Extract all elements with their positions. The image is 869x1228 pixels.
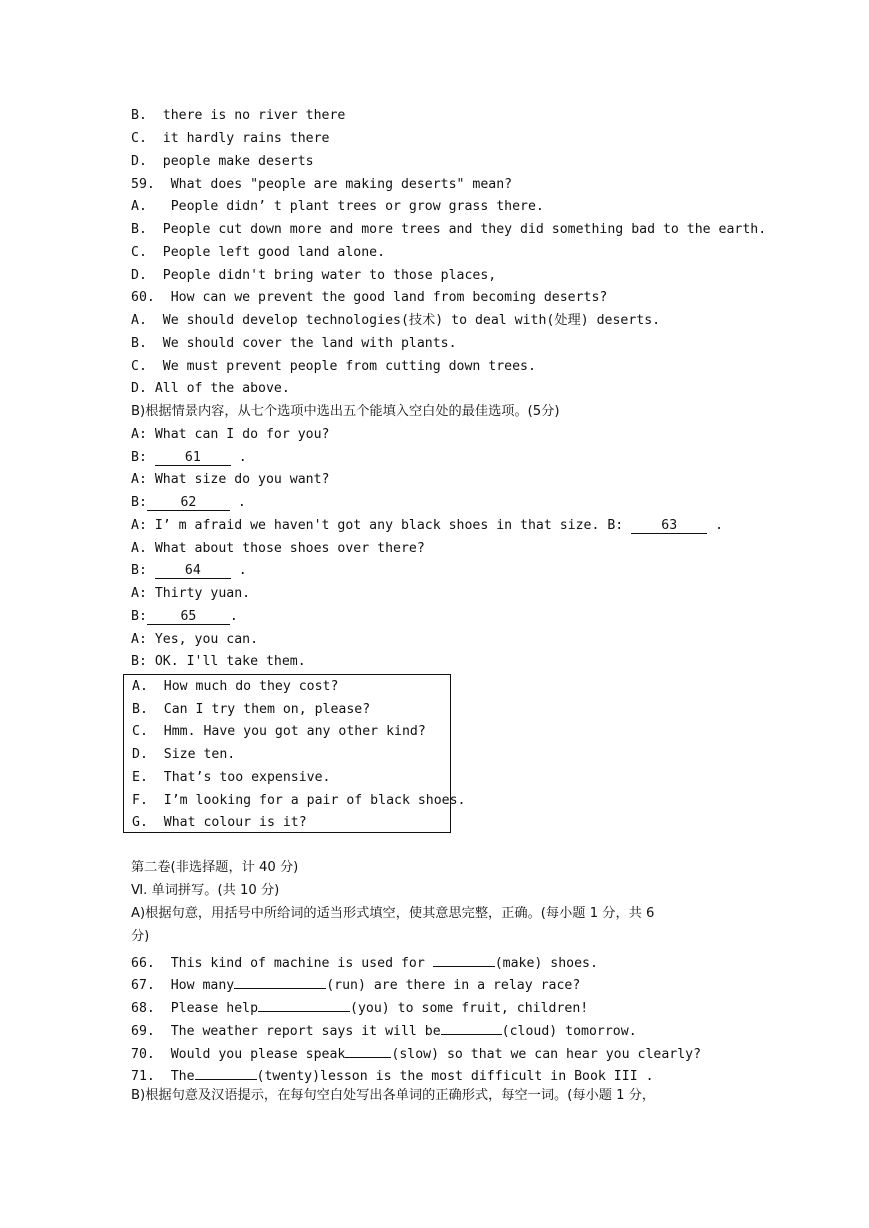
question-68 <box>131 996 588 1018</box>
dialogue-line-4 <box>131 494 246 512</box>
speaker-label: B: <box>131 495 147 510</box>
q60-option-a: A. We should develop technologies(技术) to deal with(处理) deserts. <box>131 313 661 328</box>
question-69 <box>131 1019 637 1041</box>
question-71 <box>131 1064 654 1086</box>
answer-blank-66 <box>433 951 495 967</box>
answer-blank-64: 64 <box>155 563 231 579</box>
speaker-label: B: <box>131 563 155 578</box>
q59-option-b: B. People cut down more and more trees and they did something bad to the earth. <box>131 222 767 237</box>
punctuation: . <box>230 450 247 465</box>
question-text: (slow) so that we can hear you clearly? <box>391 1047 702 1062</box>
speaker-label: B: <box>131 609 147 624</box>
answer-blank-68 <box>258 996 350 1012</box>
question-text: (make) shoes. <box>494 956 598 971</box>
dialogue-line-6: A. What about those shoes over there? <box>131 541 425 556</box>
q58-option-c: C. it hardly rains there <box>131 131 330 146</box>
dialogue-line-11: B: OK. I'll take them. <box>131 654 306 669</box>
choice-d: D. Size ten. <box>132 747 236 762</box>
choice-b: B. Can I try them on, please? <box>132 702 371 717</box>
punctuation: . <box>229 495 246 510</box>
question-66 <box>131 951 598 973</box>
choice-a: A. How much do they cost? <box>132 679 339 694</box>
question-text: 69. The weather report says it will be <box>131 1024 441 1039</box>
dialogue-line-5 <box>131 517 723 535</box>
q60-option-b: B. We should cover the land with plants. <box>131 336 457 351</box>
section-b-instruction: B)根据情景内容，从七个选项中选出五个能填入空白处的最佳选项。(5分) <box>131 404 560 419</box>
punctuation: . <box>229 609 238 624</box>
answer-blank-62: 62 <box>147 495 230 511</box>
q59-stem: 59. What does "people are making deserts" mean? <box>131 177 513 192</box>
section-a-instruction-line2: 分) <box>131 929 150 944</box>
q60-option-c: C. We must prevent people from cutting down trees. <box>131 359 536 374</box>
question-text: 71. The <box>131 1069 195 1084</box>
question-67 <box>131 973 580 995</box>
answer-blank-67 <box>234 973 326 989</box>
q58-option-b: B. there is no river there <box>131 108 346 123</box>
choice-f: F. I’m looking for a pair of black shoes. <box>132 793 466 808</box>
section-b2-instruction: B)根据句意及汉语提示，在每句空白处写出各单词的正确形式，每空一词。(每小题 1 分， <box>131 1088 656 1103</box>
question-text: 68. Please help <box>131 1001 259 1016</box>
question-text: (you) to some fruit, children! <box>350 1001 589 1016</box>
dialogue-line-7 <box>131 562 247 580</box>
question-text: 67. How many <box>131 978 235 993</box>
answer-blank-69 <box>441 1019 502 1035</box>
question-70 <box>131 1042 701 1064</box>
part2-title: 第二卷(非选择题，计 40 分) <box>131 860 299 875</box>
q59-option-d: D. People didn't bring water to those places, <box>131 268 497 283</box>
dialogue-text: A: I’ m afraid we haven't got any black shoes in that size. B: <box>131 518 632 533</box>
section-6-heading: Ⅵ. 单词拼写。(共 10 分) <box>131 883 280 898</box>
section-a-instruction-line1: A)根据句意，用括号中所给词的适当形式填空，使其意思完整，正确。(每小题 1 分，共 6 <box>131 906 655 921</box>
choice-c: C. Hmm. Have you got any other kind? <box>132 724 426 739</box>
punctuation: . <box>230 563 247 578</box>
dialogue-line-3: A: What size do you want? <box>131 472 330 487</box>
punctuation: . <box>707 518 724 533</box>
q60-stem: 60. How can we prevent the good land from becoming deserts? <box>131 290 608 305</box>
q59-option-a: A. People didn’ t plant trees or grow grass there. <box>131 199 544 214</box>
dialogue-line-2 <box>131 449 247 467</box>
choice-e: E. That’s too expensive. <box>132 770 331 785</box>
q58-option-d: D. people make deserts <box>131 154 314 169</box>
answer-blank-63: 63 <box>631 518 707 534</box>
question-text: 66. This kind of machine is used for <box>131 956 433 971</box>
speaker-label: B: <box>131 450 155 465</box>
dialogue-line-10: A: Yes, you can. <box>131 632 259 647</box>
question-text: (run) are there in a relay race? <box>326 978 581 993</box>
answer-blank-71 <box>195 1064 257 1080</box>
question-text: 70. Would you please speak <box>131 1047 346 1062</box>
answer-choices-box <box>123 674 466 833</box>
q60-option-d: D. All of the above. <box>131 381 290 396</box>
dialogue-line-8: A: Thirty yuan. <box>131 586 251 601</box>
choice-g: G. What colour is it? <box>132 815 307 830</box>
question-text: (twenty)lesson is the most difficult in Book III . <box>256 1069 654 1084</box>
answer-blank-61: 61 <box>155 450 231 466</box>
answer-blank-65: 65 <box>147 609 230 625</box>
answer-blank-70 <box>345 1042 391 1058</box>
q59-option-c: C. People left good land alone. <box>131 245 386 260</box>
question-text: (cloud) tomorrow. <box>501 1024 637 1039</box>
dialogue-line-1: A: What can I do for you? <box>131 427 330 442</box>
dialogue-line-9 <box>131 608 238 626</box>
